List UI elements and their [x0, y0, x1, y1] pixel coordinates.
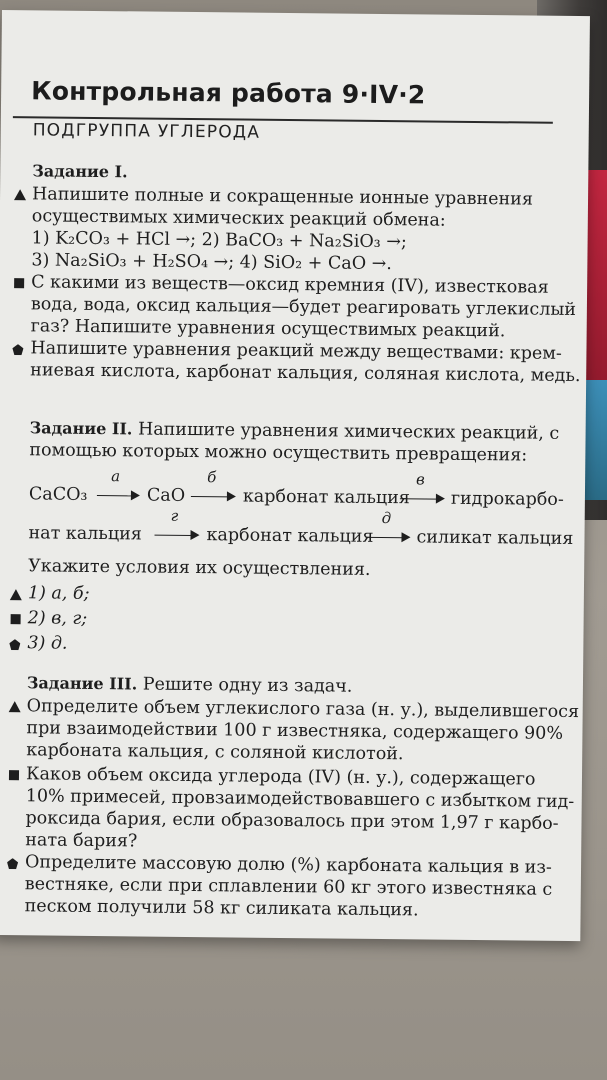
task3-line-2: при взаимодействии 100 г известняка, содержащего 90% [26, 718, 564, 744]
chain-substance-4: гидрокарбо- [450, 488, 564, 510]
task3-line-6: роксида бария, если образовалось при этом 1,97 г карбо- [25, 808, 559, 834]
chain-label-g: г [170, 506, 179, 525]
task1-line-5: С какими из веществ—оксид кремния (IV), известковая [31, 272, 549, 298]
arrow-line-icon [97, 495, 133, 496]
arrow-line-icon [191, 496, 229, 497]
arrow-head-icon [131, 490, 140, 500]
task3-line-4: Каков объем оксида углерода (IV) (н. у.), содержащего [25, 764, 536, 790]
chain-label-a: а [111, 467, 121, 486]
pentagon-marker-icon [7, 858, 18, 869]
square-marker-icon [14, 278, 24, 288]
task1-line-1: Напишите полные и сокращенные ионные уравнения [31, 184, 534, 210]
arrow-head-icon [190, 530, 199, 540]
page-title: Контрольная работа 9·IV·2 [31, 76, 426, 110]
worksheet-paper [0, 10, 590, 941]
arrow-head-icon [401, 532, 410, 542]
chain-label-v: в [416, 470, 425, 489]
task3-line-10: песком получили 58 кг силиката кальция. [24, 896, 419, 921]
triangle-marker-icon [9, 701, 21, 712]
triangle-marker-icon [10, 589, 22, 600]
task1-line-6: вода, вода, оксид кальция—будет реагировать углекислый [30, 294, 577, 321]
task2-intro-2: помощью которых можно осуществить превращения: [29, 440, 528, 466]
chain-substance-5: нат кальция [28, 523, 142, 545]
task1-line-9: ниевая кислота, карбонат кальция, соляная кислота, медь. [30, 360, 581, 387]
chain-substance-6: карбонат кальция [206, 525, 374, 547]
task1-heading: Задание I. [32, 161, 128, 182]
chain-substance-7: силикат кальция [416, 527, 574, 550]
task1-line-7: газ? Напишите уравнения осуществимых реакций. [30, 316, 506, 342]
task3-heading-line [27, 672, 353, 697]
chain-substance-1: CaCO₃ [28, 484, 88, 505]
task3-intro: Решите одну из задач. [142, 674, 353, 697]
pentagon-marker-icon [12, 344, 23, 355]
chain-label-b: б [207, 468, 217, 487]
chain-substance-3: карбонат кальция [242, 486, 410, 509]
chain-label-d: д [381, 509, 392, 528]
arrow-head-icon [436, 494, 445, 504]
task2-intro-1: Напишите уравнения химических реакций, с [137, 419, 560, 444]
chain-substance-2: CaO [146, 485, 186, 506]
page-subtitle: ПОДГРУППА УГЛЕРОДА [32, 120, 261, 143]
task2-option-3: 3) д. [27, 633, 68, 654]
arrow-head-icon [227, 491, 236, 501]
task1-line-3: 1) K₂CO₃ + HCl →; 2) BaCO₃ + Na₂SiO₃ →; [31, 228, 407, 253]
triangle-marker-icon [14, 189, 26, 200]
task3-line-8: Определите массовую долю (%) карбоната кальция в из- [24, 852, 552, 878]
arrow-line-icon [155, 535, 193, 536]
task1-line-4: 3) Na₂SiO₃ + H₂SO₄ →; 4) SiO₂ + CaO →. [31, 250, 393, 275]
task1-line-2: осуществимых химических реакций обмена: [31, 206, 446, 231]
task3-line-9: вестняке, если при сплавлении 60 кг этого известняка с [24, 874, 553, 900]
task2-conditions: Укажите условия их осуществления. [28, 556, 371, 580]
task3-line-7: ната бария? [25, 830, 138, 852]
task3-line-1: Определите объем углекислого газа (н. у.), выделившегося [26, 696, 580, 723]
task2-heading: Задание II. [29, 418, 133, 439]
task3-heading: Задание III. [26, 673, 138, 694]
square-marker-icon [9, 770, 19, 780]
pentagon-marker-icon [9, 639, 20, 650]
task3-line-5: 10% примесей, провзаимодействовавшего с избытком гид- [25, 786, 575, 813]
square-marker-icon [11, 614, 21, 624]
task2-option-2: 2) в, г; [27, 608, 88, 629]
task1-line-8: Напишите уравнения реакций между веществами: крем- [30, 338, 562, 364]
task2-option-1: 1) а, б; [27, 583, 90, 604]
task3-line-3: карбоната кальция, с соляной кислотой. [26, 740, 404, 765]
